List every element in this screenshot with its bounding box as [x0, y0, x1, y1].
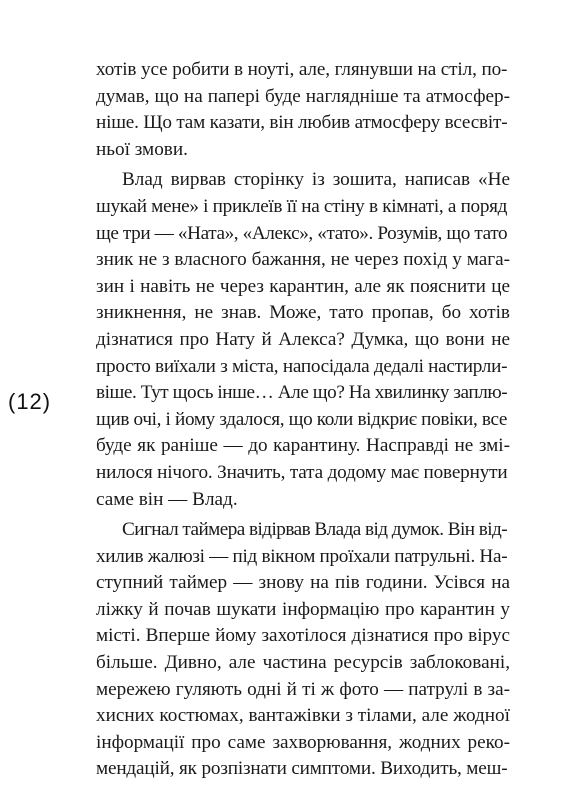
text-line: зникнення, не знав. Може, тато пропав, бо хотів — [96, 302, 510, 324]
text-line: думав, що на папері буде наглядніше та атмосфер- — [96, 85, 510, 107]
page-number: (12) — [8, 389, 52, 414]
text-line: нилося нічого. Значить, тата додому має повернути — [96, 461, 508, 483]
text-line: Влад вирвав сторінку із зошита, написав «Не — [122, 169, 510, 191]
text-line: більше. Дивно, але частина ресурсів заблоковані, — [96, 652, 510, 674]
text-line: хилив жалюзі — під вікном проїхали патрульні. На- — [96, 545, 508, 567]
text-line: шукай мене» і приклеїв її на стіну в кімнаті, а поряд — [96, 195, 508, 217]
text-line: ніше. Що там казати, він любив атмосферу всесвіт- — [96, 112, 508, 134]
text-line: віше. Тут щось інше… Але що? На хвилинку заплю- — [96, 382, 508, 404]
text-line: мережею гуляють одні й ті ж фото — патрулі в за- — [96, 678, 510, 700]
text-line: зин і навіть не через карантин, але як пояснити це — [96, 275, 510, 297]
text-line: саме він — Влад. — [96, 488, 238, 510]
text-line: хотів усе робити в ноуті, але, глянувши на стіл, по- — [96, 59, 508, 80]
text-line: буде як раніше — до карантину. Насправді не змі- — [96, 435, 510, 457]
text-line: ліжку й почав шукати інформацію про карантин у — [96, 598, 510, 620]
text-line: ньої змови. — [96, 138, 188, 160]
text-line: мендацій, як розпізнати симптоми. Виходить, меш- — [96, 758, 508, 780]
text-line: ще три — «Ната», «Алекс», «тато». Розумів, що тато — [96, 222, 508, 244]
paragraph — [96, 167, 510, 513]
text-line: просто виїхали з міста, напосідала дедалі настирли- — [96, 355, 508, 377]
body-text — [96, 57, 510, 787]
text-line: інформації про саме захворювання, жодних реко- — [96, 731, 510, 753]
paragraph — [96, 57, 510, 163]
text-line: хисних костюмах, вантажівки з тілами, але жодної — [96, 705, 510, 727]
text-line: дізнатися про Нату й Алекса? Думка, що вони не — [96, 328, 510, 350]
text-line: щив очі, і йому здалося, що коли відкриє повіки, все — [96, 408, 508, 430]
text-line: зник не з власного бажання, не через похід у мага- — [96, 249, 510, 271]
paragraph — [96, 517, 510, 783]
text-line: місті. Вперше йому захотілося дізнатися про вірус — [96, 625, 510, 647]
text-line: Сигнал таймера відірвав Влада від думок. Він від- — [122, 519, 508, 541]
text-line: ступний таймер — знову на пів години. Усівся на — [96, 572, 510, 594]
